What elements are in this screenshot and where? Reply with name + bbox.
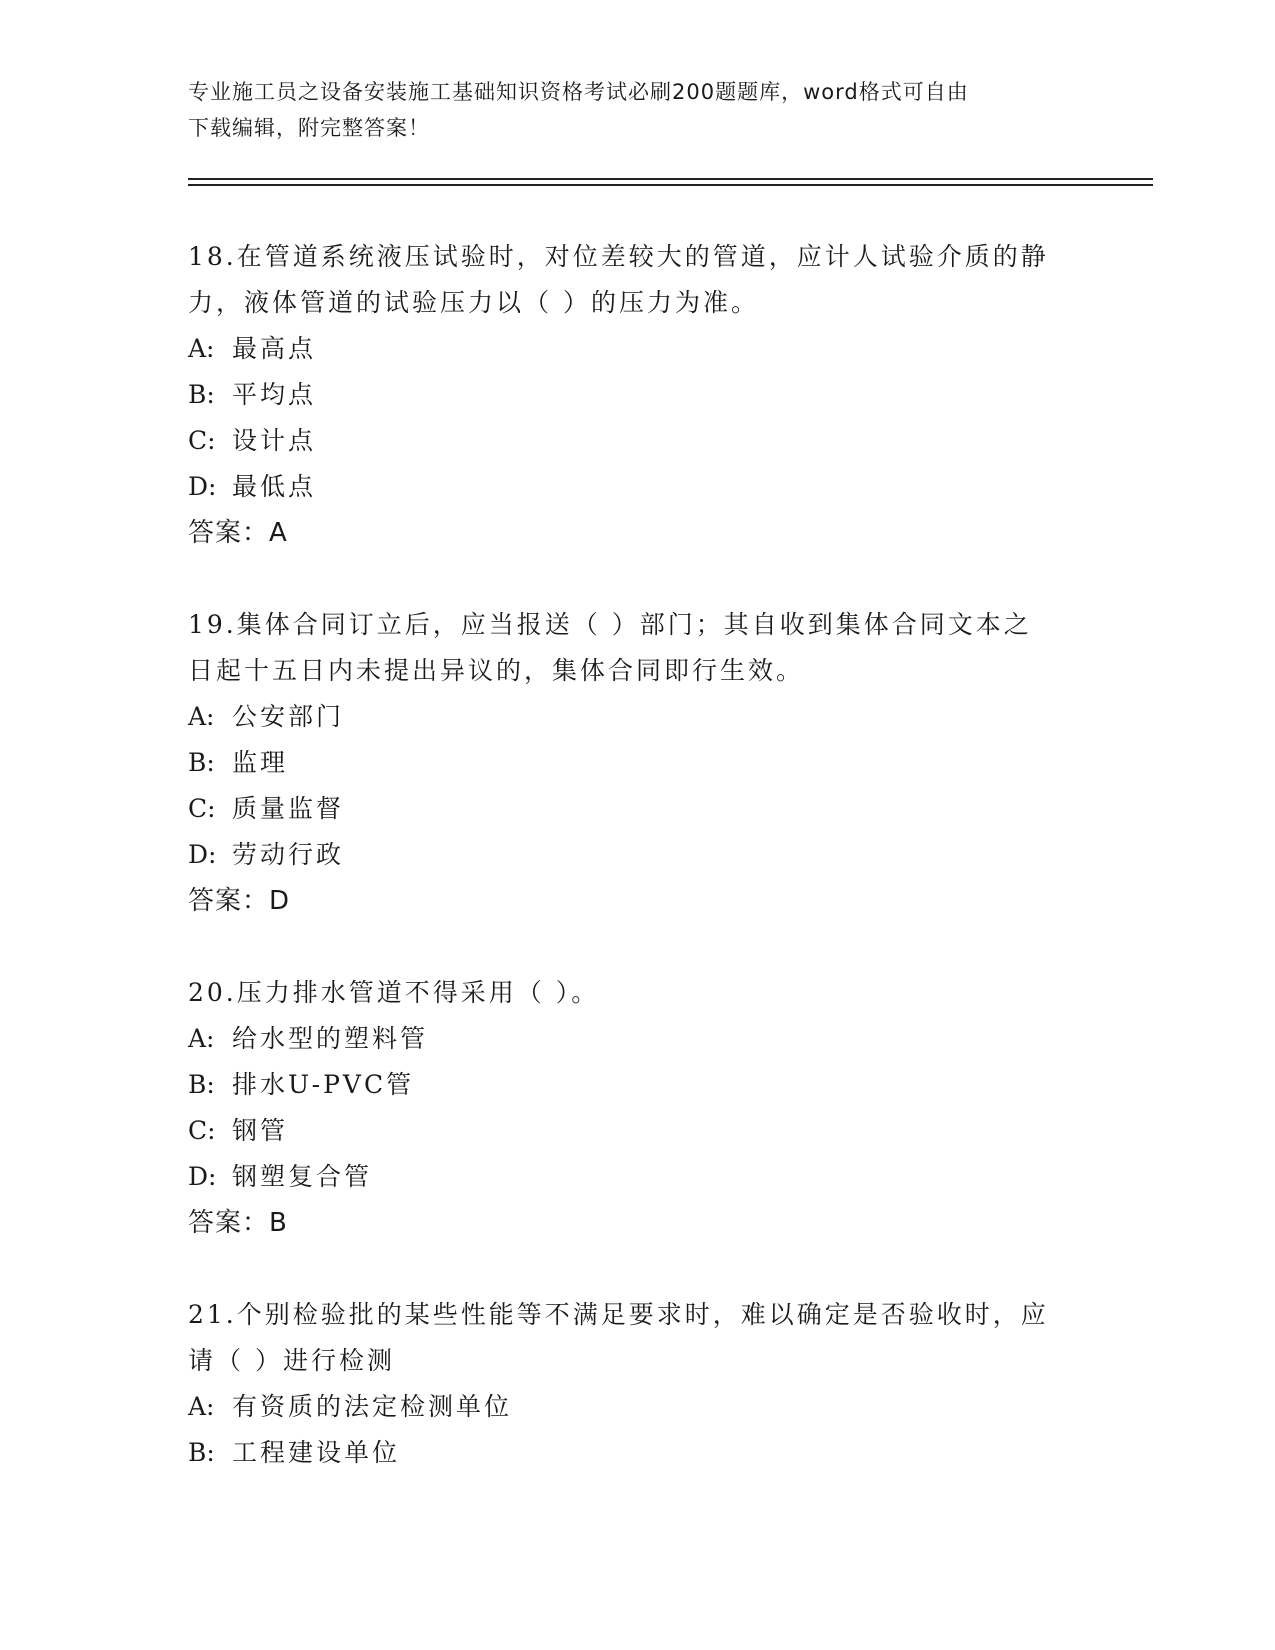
option-text: 平均点	[232, 380, 317, 409]
option-text: 给水型的塑料管	[232, 1024, 429, 1053]
option-letter: B:	[188, 380, 215, 409]
option-letter: A:	[188, 334, 215, 363]
option-c	[188, 418, 1088, 464]
option-d	[188, 1154, 1088, 1200]
option-a	[188, 1016, 1088, 1062]
option-letter: B:	[188, 1438, 215, 1467]
option-text: 设计点	[232, 426, 317, 455]
question-19	[188, 602, 1088, 924]
option-letter: A:	[188, 702, 215, 731]
option-letter: C:	[188, 426, 216, 455]
option-text: 质量监督	[232, 794, 345, 823]
question-stem-line: 日起十五日内未提出异议的，集体合同即行生效。	[188, 656, 805, 685]
option-letter: B:	[188, 748, 215, 777]
question-21	[188, 1292, 1088, 1476]
option-text: 排水U-PVC管	[232, 1070, 415, 1099]
option-letter: D:	[188, 1162, 217, 1191]
option-c	[188, 786, 1088, 832]
option-letter: A:	[188, 1024, 215, 1053]
option-a	[188, 694, 1088, 740]
option-text: 最高点	[232, 334, 317, 363]
option-letter: D:	[188, 840, 217, 869]
option-b	[188, 372, 1088, 418]
question-stem-line: 18.在管道系统液压试验时，对位差较大的管道，应计人试验介质的静	[188, 242, 1049, 271]
option-text: 最低点	[232, 472, 317, 501]
option-letter: C:	[188, 1116, 216, 1145]
question-stem-line: 19.集体合同订立后，应当报送（ ）部门；其自收到集体合同文本之	[188, 610, 1032, 639]
option-text: 监理	[232, 748, 289, 777]
option-letter: B:	[188, 1070, 215, 1099]
question-stem-line: 请（ ）进行检测	[188, 1346, 395, 1375]
header-divider-top	[188, 178, 1153, 180]
option-d	[188, 832, 1088, 878]
option-d	[188, 464, 1088, 510]
header-divider-bottom	[188, 184, 1153, 186]
question-list	[188, 234, 1088, 1522]
option-letter: D:	[188, 472, 217, 501]
question-stem-line: 21.个别检验批的某些性能等不满足要求时，难以确定是否验收时，应	[188, 1300, 1049, 1329]
question-20	[188, 970, 1088, 1246]
option-b	[188, 1430, 1088, 1476]
question-stem-line: 20.压力排水管道不得采用（ ）。	[188, 978, 600, 1007]
option-b	[188, 740, 1088, 786]
header-line-2: 下载编辑，附完整答案！	[188, 116, 430, 140]
option-c	[188, 1108, 1088, 1154]
option-text: 有资质的法定检测单位	[232, 1392, 513, 1421]
option-b	[188, 1062, 1088, 1108]
option-a	[188, 326, 1088, 372]
answer-line: 答案：D	[188, 886, 291, 916]
answer-line: 答案：A	[188, 518, 288, 548]
option-letter: C:	[188, 794, 216, 823]
option-text: 钢塑复合管	[232, 1162, 373, 1191]
option-text: 劳动行政	[232, 840, 345, 869]
document-header	[188, 74, 1068, 146]
header-line-1: 专业施工员之设备安装施工基础知识资格考试必刷200题题库，word格式可自由	[188, 80, 969, 104]
option-text: 公安部门	[232, 702, 345, 731]
question-stem-line: 力，液体管道的试验压力以（ ）的压力为准。	[188, 288, 759, 317]
option-a	[188, 1384, 1088, 1430]
question-18	[188, 234, 1088, 556]
option-text: 钢管	[232, 1116, 289, 1145]
option-letter: A:	[188, 1392, 215, 1421]
option-text: 工程建设单位	[232, 1438, 401, 1467]
answer-line: 答案：B	[188, 1208, 288, 1238]
